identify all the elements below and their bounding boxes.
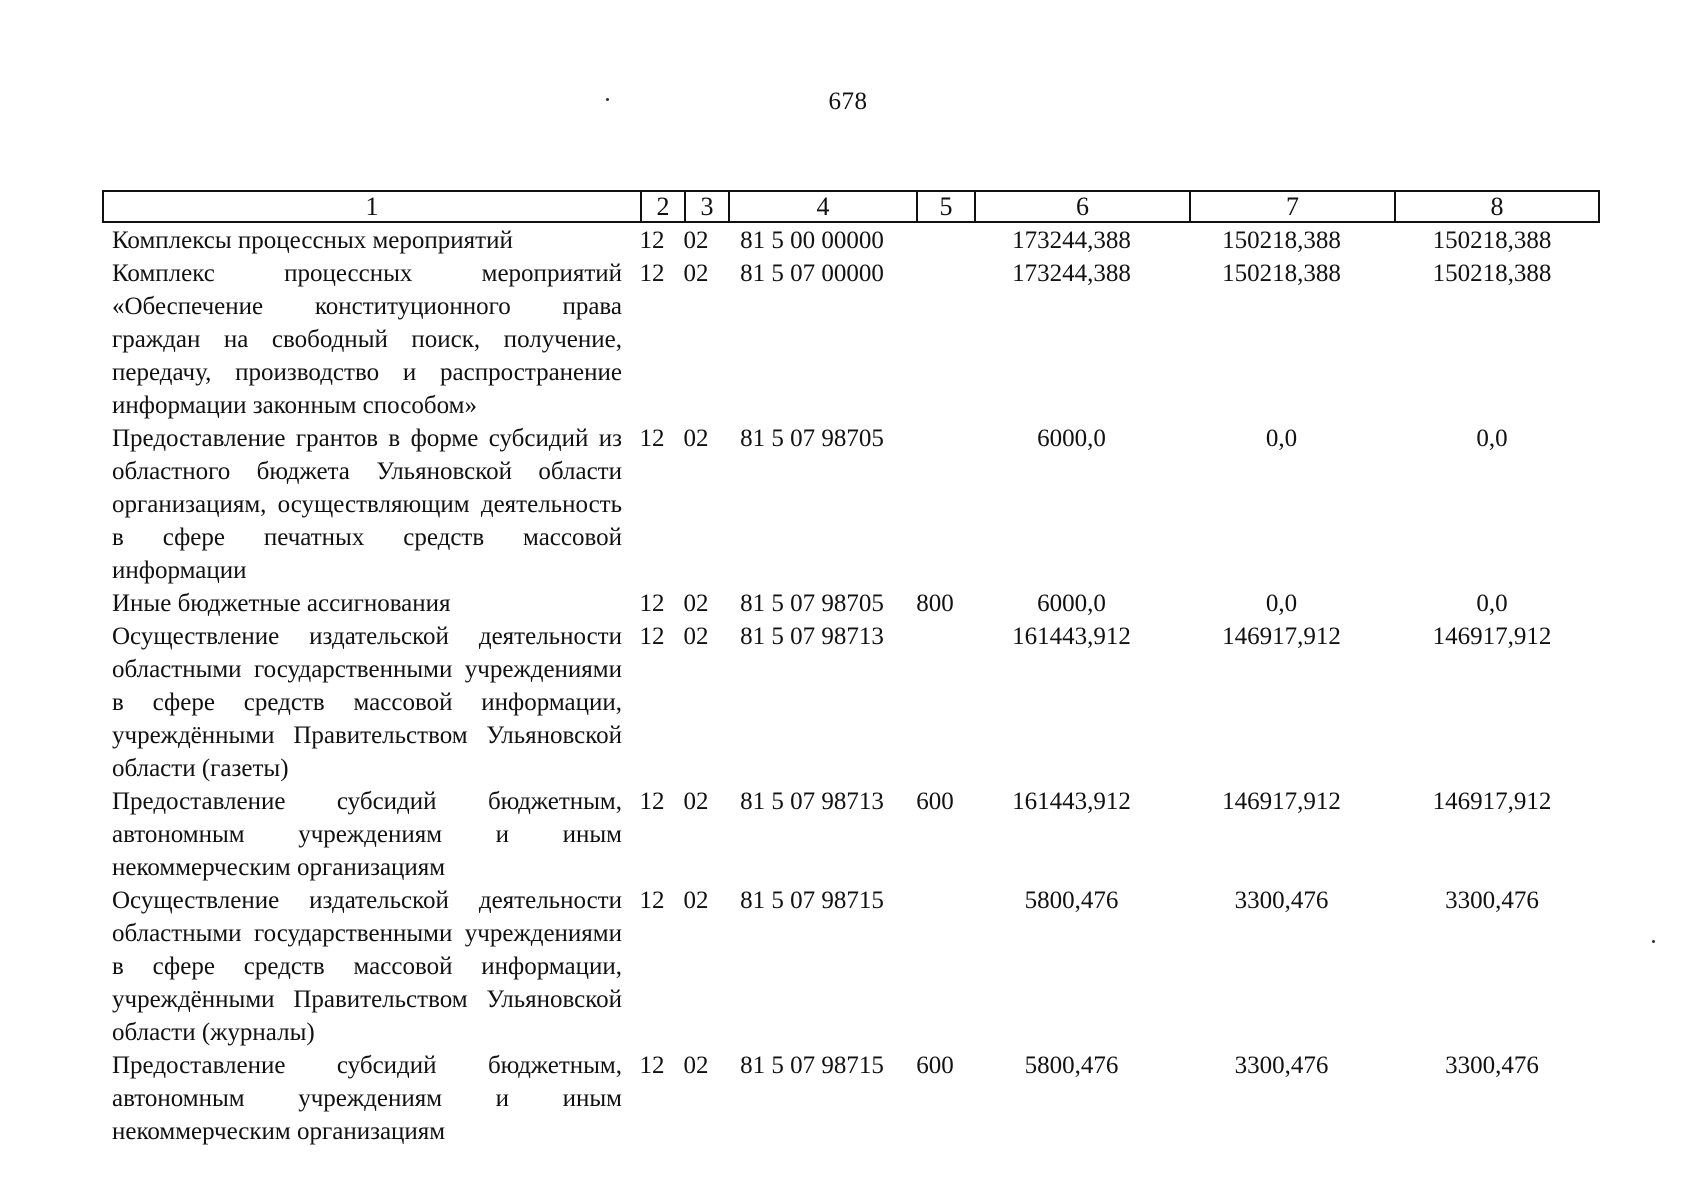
row-vr: 600: [916, 1052, 954, 1079]
row-name: Осуществление издательской деятельности областными государственными учреждениями в сфере средств массовой информации, учреждёнными Правительством Ульяновской области (журналы): [112, 887, 622, 1046]
row-name: Иные бюджетные ассигнования: [112, 590, 451, 617]
row-amount-col6: 5800,476: [1024, 1052, 1119, 1079]
row-amount-col6: 5800,476: [1024, 887, 1119, 914]
row-csr: 81 5 07 98713: [740, 623, 884, 650]
row-rz: 12: [639, 1052, 665, 1079]
row-amount-col7: 150218,388: [1222, 260, 1341, 287]
row-pr: 02: [683, 1052, 709, 1079]
row-amount-col8: 0,0: [1476, 590, 1508, 617]
row-csr: 81 5 07 98713: [740, 788, 884, 815]
row-rz: 12: [639, 227, 665, 254]
row-amount-col6: 173244,388: [1012, 227, 1131, 254]
row-amount-col6: 161443,912: [1012, 788, 1131, 815]
table-header: [102, 190, 1600, 223]
row-amount-col8: 150218,388: [1432, 260, 1552, 287]
row-amount-col7: 146917,912: [1222, 623, 1341, 650]
row-amount-col7: 3300,476: [1234, 887, 1329, 914]
row-rz: 12: [639, 887, 665, 914]
row-amount-col7: 0,0: [1265, 425, 1298, 452]
row-pr: 02: [683, 227, 709, 254]
table-row: [102, 224, 1600, 257]
row-amount-col7: 150218,388: [1222, 227, 1341, 254]
row-pr: 02: [683, 425, 709, 452]
row-amount-col8: 3300,476: [1445, 887, 1539, 914]
row-vr: [906, 884, 964, 1049]
row-amount-col7: 3300,476: [1234, 1052, 1329, 1079]
row-vr: [906, 224, 964, 257]
row-vr: [906, 422, 964, 587]
row-amount-col7: 0,0: [1265, 590, 1298, 617]
table-row: [102, 587, 1600, 620]
row-amount-col6: 6000,0: [1037, 590, 1106, 617]
row-rz: 12: [639, 425, 665, 452]
row-amount-col6: 6000,0: [1037, 425, 1106, 452]
row-name: Предоставление грантов в форме субсидий из областного бюджета Ульяновской области организациям, осуществляющим деятельность в сфере печатных средств массовой информации: [112, 425, 622, 584]
row-pr: 02: [683, 623, 709, 650]
row-pr: 02: [683, 590, 709, 617]
row-amount-col6: 161443,912: [1012, 623, 1131, 650]
header-col-7: 7: [1191, 192, 1396, 221]
row-pr: 02: [683, 260, 709, 287]
row-name: Предоставление субсидий бюджетным, автономным учреждениям и иным некоммерческим организациям: [112, 1052, 622, 1145]
row-amount-col6: 173244,388: [1012, 260, 1131, 287]
table-row: [102, 1049, 1600, 1148]
row-amount-col8: 0,0: [1476, 425, 1508, 452]
row-csr: 81 5 07 98705: [740, 425, 884, 452]
header-col-6: 6: [976, 192, 1191, 221]
row-name: Комплексы процессных мероприятий: [112, 227, 513, 254]
header-col-3: 3: [686, 192, 730, 221]
row-pr: 02: [683, 788, 709, 815]
table-row: [102, 620, 1600, 785]
row-vr: [906, 620, 964, 785]
row-csr: 81 5 07 98715: [740, 1052, 884, 1079]
table-body: [102, 224, 1600, 1148]
row-csr: 81 5 07 98715: [740, 887, 884, 914]
table-row: [102, 257, 1600, 422]
header-col-8: 8: [1490, 191, 1504, 221]
header-col-5: 5: [918, 192, 976, 221]
row-rz: 12: [639, 260, 665, 287]
table-row: [102, 422, 1600, 587]
scan-speck: [606, 98, 609, 101]
scan-speck: [1652, 940, 1655, 943]
row-amount-col7: 146917,912: [1222, 788, 1341, 815]
row-rz: 12: [639, 788, 665, 815]
row-vr: [906, 257, 964, 422]
row-vr: 600: [916, 788, 954, 815]
row-amount-col8: 3300,476: [1445, 1052, 1539, 1079]
row-name: Предоставление субсидий бюджетным, автономным учреждениям и иным некоммерческим организациям: [112, 788, 622, 881]
row-pr: 02: [683, 887, 709, 914]
row-csr: 81 5 00 00000: [740, 227, 884, 254]
row-rz: 12: [639, 623, 665, 650]
row-amount-col8: 150218,388: [1432, 227, 1552, 254]
table-row: [102, 884, 1600, 1049]
row-rz: 12: [639, 590, 665, 617]
page-number: 678: [828, 88, 868, 115]
row-vr: 800: [916, 590, 954, 617]
row-csr: 81 5 07 00000: [740, 260, 884, 287]
row-amount-col8: 146917,912: [1432, 788, 1552, 815]
header-col-1: 1: [104, 192, 642, 221]
table-row: [102, 785, 1600, 884]
row-csr: 81 5 07 98705: [740, 590, 884, 617]
header-col-2: 2: [642, 192, 686, 221]
row-amount-col8: 146917,912: [1432, 623, 1552, 650]
header-col-4: 4: [730, 192, 918, 221]
row-name: Осуществление издательской деятельности областными государственными учреждениями в сфере средств массовой информации, учреждёнными Правительством Ульяновской области (газеты): [112, 623, 622, 782]
row-name: Комплекс процессных мероприятий «Обеспечение конституционного права граждан на свободный поиск, получение, передачу, производство и распространение информации законным способом»: [112, 260, 622, 419]
